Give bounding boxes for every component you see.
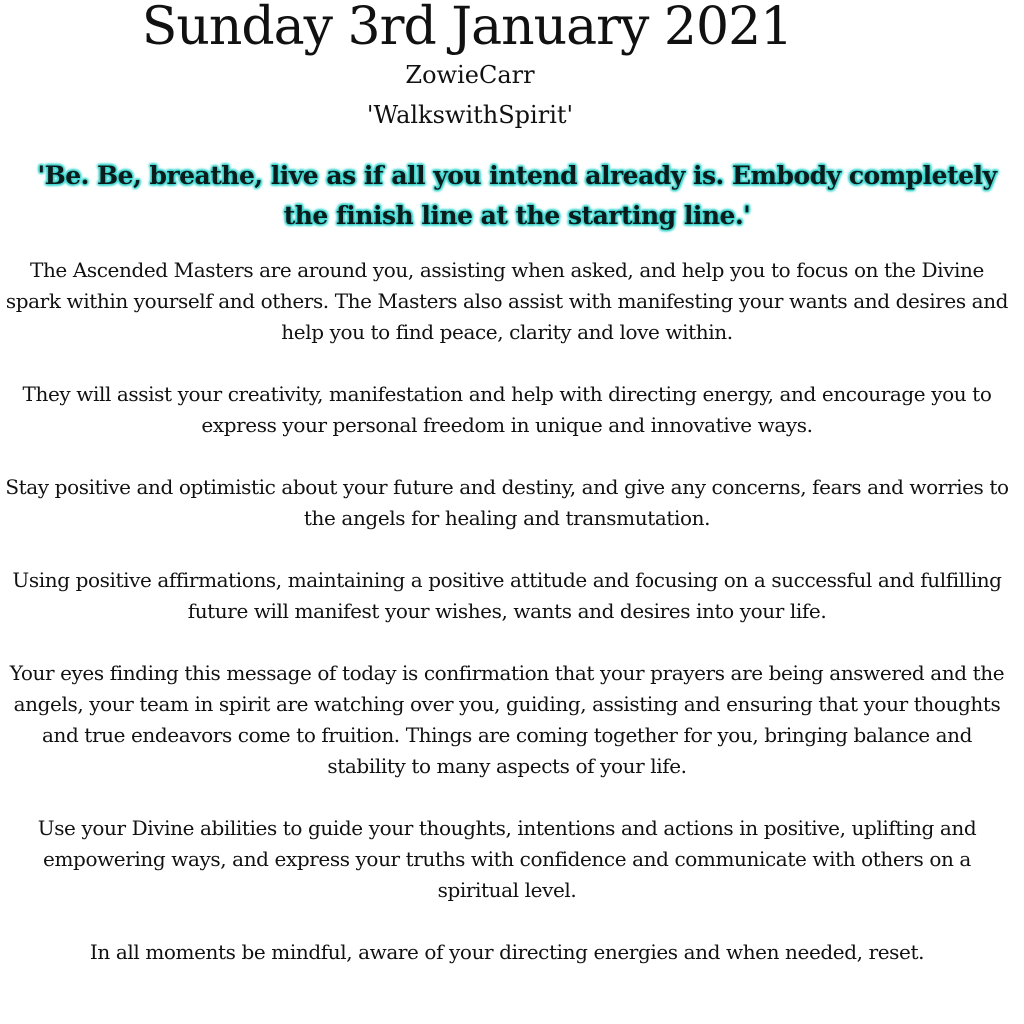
page-title: Sunday 3rd January 2021 xyxy=(141,0,793,57)
author-handle: 'WalkswithSpirit' xyxy=(366,101,574,129)
message-body xyxy=(0,255,1014,999)
highlighted-quote: 'Be. Be, breathe, live as if all you intend already is. Embody completely the finish line at the starting line.' xyxy=(37,161,997,230)
author-name: ZowieCarr xyxy=(405,61,535,89)
paragraph-affirmations: Using positive affirmations, maintaining a positive attitude and focusing on a successful and fulfilling future will manifest your wishes, wants and desires into your life. xyxy=(12,568,1002,623)
paragraph-mindful: In all moments be mindful, aware of your directing energies and when needed, reset. xyxy=(89,940,925,964)
paragraph-creativity: They will assist your creativity, manifestation and help with directing energy, and encourage you to express your personal freedom in unique and innovative ways. xyxy=(22,382,992,437)
paragraph-stay-positive: Stay positive and optimistic about your future and destiny, and give any concerns, fears and worries to the angels for healing and transmutation. xyxy=(5,475,1009,530)
paragraph-divine-abilities: Use your Divine abilities to guide your thoughts, intentions and actions in positive, uplifting and empowering ways, and express your truths with confidence and communicate with others on a spiritual level. xyxy=(37,816,977,902)
paragraph-ascended-masters: The Ascended Masters are around you, assisting when asked, and help you to focus on the Divine spark within yourself and others. The Masters also assist with manifesting your wants and desires and help you to find peace, clarity and love within. xyxy=(5,258,1009,344)
paragraph-confirmation: Your eyes finding this message of today is confirmation that your prayers are being answered and the angels, your team in spirit are watching over you, guiding, assisting and ensuring that your thoughts and true endeavors come to fruition. Things are coming together for you, bringing balance and stability to many aspects of your life. xyxy=(9,661,1005,778)
